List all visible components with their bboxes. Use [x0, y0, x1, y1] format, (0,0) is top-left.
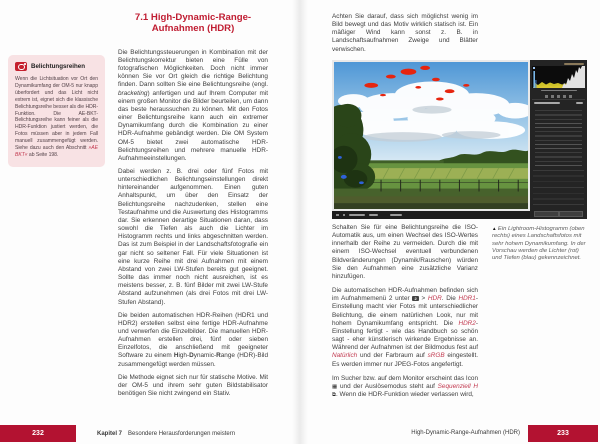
left-text-column [118, 12, 268, 403]
running-footer-right: High-Dynamic-Range-Aufnahmen (HDR) [411, 430, 520, 436]
previous-button[interactable] [534, 211, 559, 217]
camera-menu2-icon: 2 [412, 296, 419, 301]
note-box-body: Wenn die Lichtsituation vor Ort den Dynamikumfang der OM-5 nur knapp überfordert und das Licht nicht extrem ist, eignet sich die klassische Belichtungsreihe besser als die HDR-Funktion. Die AE-BKT-Belichtungsreihe kann feiner als die HDR-Funktion justiert werden, die Fotos müssen aber in jedem Fall manuell zusammengefügt werden. Siehe dazu auch den Abschnitt »AE BKT« ab Seite 198. [15, 76, 98, 158]
running-footer-left [97, 425, 235, 442]
page-number-right: 233 [528, 425, 598, 442]
lightroom-toolbar [332, 211, 530, 219]
panel-buttons [532, 210, 585, 218]
basic-panel-sliders[interactable] [535, 107, 582, 169]
right-text-column-top [332, 13, 478, 59]
paragraph: Schalten Sie für eine Belichtungsreihe die ISO-Automatik aus, um einen Wechsel des ISO-Wertes innerhalb der Reihe zu vermeiden. Durch die mit einem ISO-Wechsel eventuell verbundenen Bildveränderungen (Dynamik/Rauschen) würden Sie den Aufnahmen eine zusätzliche Varianz hinzufügen. [332, 224, 478, 280]
note-box [8, 55, 105, 167]
landscape-photo-art [334, 62, 528, 209]
paragraph: Die beiden automatischen HDR-Reihen (HDR1 und HDR2) erstellen selbst eine fertige HDR-Aufnahme und verwerfen die Einzelbilder. Die manuellen HDR-Aufnahmen erstellen drei, fünf oder sieben Einzelfotos, die anschließend mit geeigneter Software zu einem High-Dynamic-Range (HDR)-Bild zusammengefügt werden müssen. [118, 311, 268, 368]
reset-button[interactable] [559, 211, 584, 217]
toolbar-value [369, 214, 378, 216]
paragraph: Die Methode eignet sich nur für statische Motive. Mit der OM-5 und ihrem sehr guten Bildstabilisator benötigen Sie nicht zwingend ein Stativ. [118, 373, 268, 398]
basic-panel-header[interactable] [532, 99, 585, 106]
crop-tool-icon[interactable] [545, 95, 548, 98]
paragraph: Dabei werden z. B. drei oder fünf Fotos mit unterschiedlichen Belichtungseinstellungen direkt hintereinander aufgenommen. Einen guten Anhaltspunkt, um über den Einsatz der Belichtungsreihe nachzudenken, stellen eine Testaufnahme und die Auswertung des Histogramms dar. Sie erkennen derartige Situationen daran, dass sowohl die Tiefen als auch die Lichter im Histogramm rechts und links abgeschnitten werden. Das ist zum Beispiel in der Landschaftsfotografie ein gar nicht so seltener Fall. Für viele Situationen ist eine kurze Reihe mit drei Aufnahmen mit einem Abstand von zwei LW-Stufen bereits gut geeignet. Sollte das immer noch nicht ausreichen, ist es meistens besser, z. B. fünf Bilder mit zwei LW-Stufe Abstand aufzunehmen (als drei Fotos mit drei LW-Stufen Abstand). [118, 168, 268, 306]
section-heading: 7.1 High-Dynamic-Range-Aufnahmen (HDR) [134, 12, 252, 35]
redeye-tool-icon[interactable] [557, 95, 560, 98]
landscape-photo [332, 60, 530, 219]
note-box-header [15, 62, 98, 71]
histogram [532, 66, 585, 88]
note-box-title: Belichtungsreihen [31, 63, 85, 70]
toolbar-label-2 [390, 214, 402, 216]
figure-caption: ▲ Ein Lightroom-Histogramm (oben rechts) eines Landschaftsfotos mit sehr hohem Dynamikumfang. In der Vorschau werden die Lichter (rot) und Tiefen (blau) gekennzeichnet. [492, 226, 586, 262]
lightroom-screenshot [332, 60, 587, 219]
panel-section-list[interactable] [533, 170, 584, 210]
foreground-dark [334, 203, 528, 209]
paragraph: Achten Sie darauf, dass sich möglichst wenig im Bild bewegt und das Motiv wirklich statisch ist. Ein mäßiger Wind kann sonst z. B. in Landschaftsaufnahmen Zweige und Blätter verwischen. [332, 13, 478, 53]
masking-tool-icon[interactable] [563, 95, 566, 98]
toolbar-label [349, 214, 365, 216]
footer-chapter-title: Besondere Herausforderungen meistern [128, 430, 236, 437]
sequential-drive-icon: ⧉ [332, 391, 336, 398]
loupe-view-icon[interactable] [343, 214, 346, 217]
paragraph: Die Belichtungssteuerungen in Kombination mit der Belichtungskorrektur bieten eine Fülle von fotografischen Möglichkeiten. Doch nicht immer können Sie vor Ort gleich die richtige Belichtung finden. Dann sollten Sie eine Belichtungsreihe (engl. bracketing) anfertigen und auf Ihrem Computer mit einem großen Monitor die Bilder beurteilen, um dann das beste heraussuchen zu können. Mit den Fotos einer Belichtungsreihe kann auch ein extremer Dynamikumfang durch die Kombination zu einer HDR-Aufnahme gebändigt werden. Die OM System OM-5 bietet zwei automatische HDR-Belichtungsreihen und mehrere manuelle HDR-Aufnahmeeinstellungen. [118, 48, 268, 162]
camera-icon [15, 62, 27, 71]
hdr-monitor-icon: ▦ [332, 383, 338, 390]
grid-view-icon[interactable] [336, 214, 339, 217]
figure-marker-triangle: ▲ [492, 226, 498, 231]
paragraph: Im Sucher bzw. auf dem Monitor erscheint das Icon ▦ und der Auslösemodus steht auf Sequenziell H ⧉. Wenn die HDR-Funktion wieder verlassen wird, [332, 374, 479, 398]
shadow-clip-indicator[interactable] [533, 67, 535, 69]
paragraph: Die automatischen HDR-Aufnahmen befinden sich im Aufnahmemenü 2 unter 2 > HDR. Die HDR1-Einstellung macht vier Fotos mit unterschiedlicher Belichtung, die einem natürlichen Look, nur mit hohem Dynamikumfang entspricht. Die HDR2-Einstellung fertigt - wie das Handbuch so schön sagt - eher künstlerisch wirkende Ergebnisse an. Während der Aufnahmen ist der Bildmodus fest auf Natürlich und der Farbraum auf sRGB eingestellt. Es werden immer nur JPEG-Fotos angefertigt. [332, 287, 478, 368]
healing-tool-icon[interactable] [551, 95, 554, 98]
lightroom-develop-panel [530, 60, 587, 219]
gradient-tool-icon[interactable] [569, 95, 572, 98]
footer-chapter: Kapitel 7 [97, 430, 123, 437]
page-gutter-shadow [292, 0, 308, 444]
page-number-left: 232 [0, 425, 76, 442]
right-text-column-bottom [332, 224, 478, 405]
